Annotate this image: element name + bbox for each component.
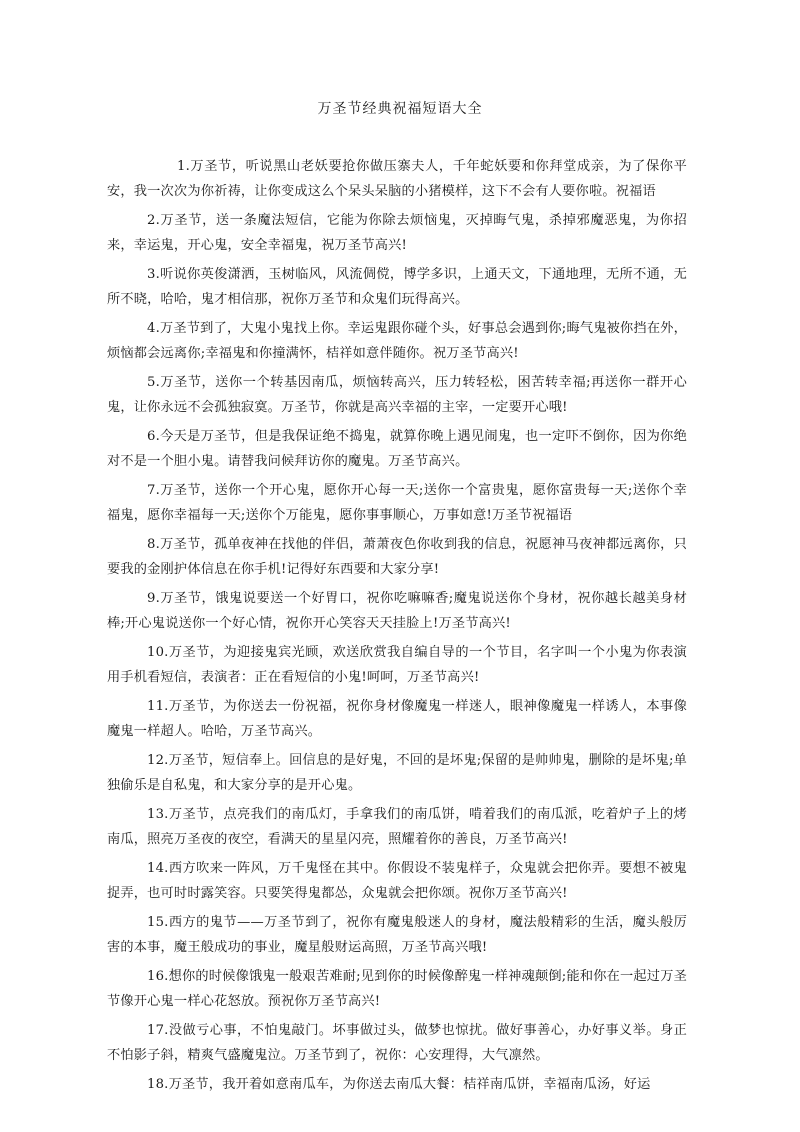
paragraph-16: 16.想你的时候像饿鬼一般艰苦难耐;见到你的时候像醉鬼一样神魂颠倒;能和你在一起过万圣节像开心鬼一样心花怒放。预祝你万圣节高兴! — [107, 969, 687, 1009]
paragraph-4: 4.万圣节到了，大鬼小鬼找上你。幸运鬼跟你碰个头，好事总会遇到你;晦气鬼被你挡在外，烦恼都会远离你;幸福鬼和你撞满怀，桔祥如意伴随你。祝万圣节高兴! — [107, 321, 687, 361]
paragraph-1: 1.万圣节，听说黑山老妖要抢你做压寨夫人，千年蛇妖要和你拜堂成亲，为了保你平安，我一次次为你祈祷，让你变成这么个呆头呆脑的小猪模样，这下不会有人要你啦。祝福语 — [107, 159, 687, 199]
paragraph-14: 14.西方吹来一阵风，万千鬼怪在其中。你假设不装鬼样子，众鬼就会把你弄。要想不被鬼捉弄，也可时时露笑容。只要笑得鬼都怂，众鬼就会把你颂。祝你万圣节高兴! — [107, 861, 687, 901]
paragraph-8: 8.万圣节，孤单夜神在找他的伴侣，萧萧夜色你收到我的信息，祝愿神马夜神都远离你，只要我的金刚护体信息在你手机!记得好东西要和大家分享! — [107, 537, 687, 577]
paragraph-18: 18.万圣节，我开着如意南瓜车，为你送去南瓜大餐：桔祥南瓜饼，幸福南瓜汤，好运 — [147, 1077, 651, 1092]
paragraph-5: 5.万圣节，送你一个转基因南瓜，烦恼转高兴，压力转轻松，困苦转幸福;再送你一群开心鬼，让你永远不会孤独寂寞。万圣节，你就是高兴幸福的主宰，一定要开心哦! — [107, 375, 687, 415]
paragraph-7: 7.万圣节，送你一个开心鬼，愿你开心每一天;送你一个富贵鬼，愿你富贵每一天;送你个幸福鬼，愿你幸福每一天;送你个万能鬼，愿你事事顺心，万事如意!万圣节祝福语 — [107, 483, 687, 523]
paragraph-6: 6.今天是万圣节，但是我保证绝不捣鬼，就算你晚上遇见闹鬼，也一定吓不倒你，因为你绝对不是一个胆小鬼。请替我问候拜访你的魔鬼。万圣节高兴。 — [107, 429, 687, 469]
paragraph-9: 9.万圣节，饿鬼说要送一个好胃口，祝你吃嘛嘛香;魔鬼说送你个身材，祝你越长越美身材棒;开心鬼说送你一个好心情，祝你开心笑容天天挂脸上!万圣节高兴! — [107, 591, 687, 631]
paragraph-10: 10.万圣节，为迎接鬼宾光顾，欢送欣赏我自编自导的一个节目，名字叫一个小鬼为你表演用手机看短信，表演者：正在看短信的小鬼!呵呵，万圣节高兴! — [107, 645, 687, 685]
document-body — [107, 154, 687, 1101]
paragraph-3: 3.听说你英俊潇洒，玉树临风，风流倜傥，博学多识，上通天文，下通地理，无所不通，无所不晓，哈哈，鬼才相信那，祝你万圣节和众鬼们玩得高兴。 — [107, 267, 687, 307]
paragraph-11: 11.万圣节，为你送去一份祝福，祝你身材像魔鬼一样迷人，眼神像魔鬼一样诱人，本事像魔鬼一样超人。哈哈，万圣节高兴。 — [107, 699, 687, 739]
paragraph-15: 15.西方的鬼节——万圣节到了，祝你有魔鬼般迷人的身材，魔法般精彩的生活，魔头般厉害的本事，魔王般成功的事业，魔星般财运高照，万圣节高兴哦! — [107, 915, 687, 955]
paragraph-17: 17.没做亏心事，不怕鬼敲门。坏事做过头，做梦也惊扰。做好事善心，办好事义举。身正不怕影子斜，精爽气盛魔鬼泣。万圣节到了，祝你：心安理得，大气凛然。 — [107, 1023, 687, 1063]
paragraph-12: 12.万圣节，短信奉上。回信息的是好鬼，不回的是坏鬼;保留的是帅帅鬼，删除的是坏鬼;单独偷乐是自私鬼，和大家分享的是开心鬼。 — [107, 753, 687, 793]
document-title: 万圣节经典祝福短语大全 — [317, 101, 483, 117]
paragraph-2: 2.万圣节，送一条魔法短信，它能为你除去烦恼鬼，灭掉晦气鬼，杀掉邪魔恶鬼，为你招来，幸运鬼，开心鬼，安全幸福鬼，祝万圣节高兴! — [107, 213, 687, 253]
paragraph-13: 13.万圣节，点亮我们的南瓜灯，手拿我们的南瓜饼，啃着我们的南瓜派，吃着炉子上的烤南瓜，照亮万圣夜的夜空，看满天的星星闪亮，照耀着你的善良，万圣节高兴! — [107, 807, 687, 847]
